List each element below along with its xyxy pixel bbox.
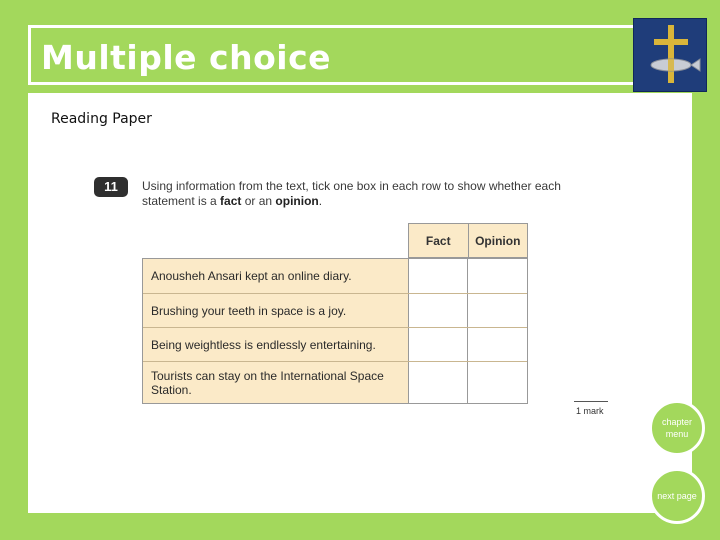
cross-and-fish-logo-icon [633, 18, 707, 92]
fact-tick-box[interactable] [408, 259, 468, 293]
chapter-menu-label: chapter menu [661, 417, 693, 439]
next-page-button[interactable] [649, 468, 705, 524]
table-row [143, 259, 527, 293]
column-header-opinion: Opinion [468, 224, 528, 257]
section-subtitle: Reading Paper [51, 111, 152, 127]
instruction-opinion-word: opinion [275, 194, 319, 208]
mark-label: 1 mark [576, 406, 604, 416]
column-header-fact: Fact [425, 233, 451, 248]
title-box [28, 25, 638, 85]
page-title: Multiple choice [41, 38, 332, 77]
statement-text: Brushing your teeth in space is a joy. [143, 294, 408, 327]
statement-text: Tourists can stay on the International Space Station. [143, 362, 408, 403]
table-row [143, 327, 527, 361]
answer-table [142, 258, 528, 404]
table-header [408, 223, 528, 258]
instruction-text-part2: or an [241, 194, 276, 208]
instruction-text-part1: Using information from the text, tick one box in each row to show whether each statement is a [142, 179, 561, 208]
question-instruction [142, 179, 582, 209]
table-row [143, 361, 527, 403]
opinion-tick-box[interactable] [467, 362, 527, 403]
table-row [143, 293, 527, 327]
content-panel [28, 93, 692, 513]
fact-tick-box[interactable] [408, 328, 468, 361]
fact-tick-box[interactable] [408, 294, 468, 327]
mark-divider [574, 401, 608, 402]
question-number-badge: 11 [94, 177, 128, 197]
statement-text: Anousheh Ansari kept an online diary. [143, 259, 408, 293]
statement-text: Being weightless is endlessly entertaining. [143, 328, 408, 361]
next-page-label: next page [657, 491, 697, 501]
opinion-tick-box[interactable] [467, 259, 527, 293]
opinion-tick-box[interactable] [467, 328, 527, 361]
fact-tick-box[interactable] [408, 362, 468, 403]
opinion-tick-box[interactable] [467, 294, 527, 327]
chapter-menu-button[interactable] [649, 400, 705, 456]
instruction-fact-word: fact [220, 194, 242, 208]
instruction-text-part3: . [318, 194, 323, 208]
